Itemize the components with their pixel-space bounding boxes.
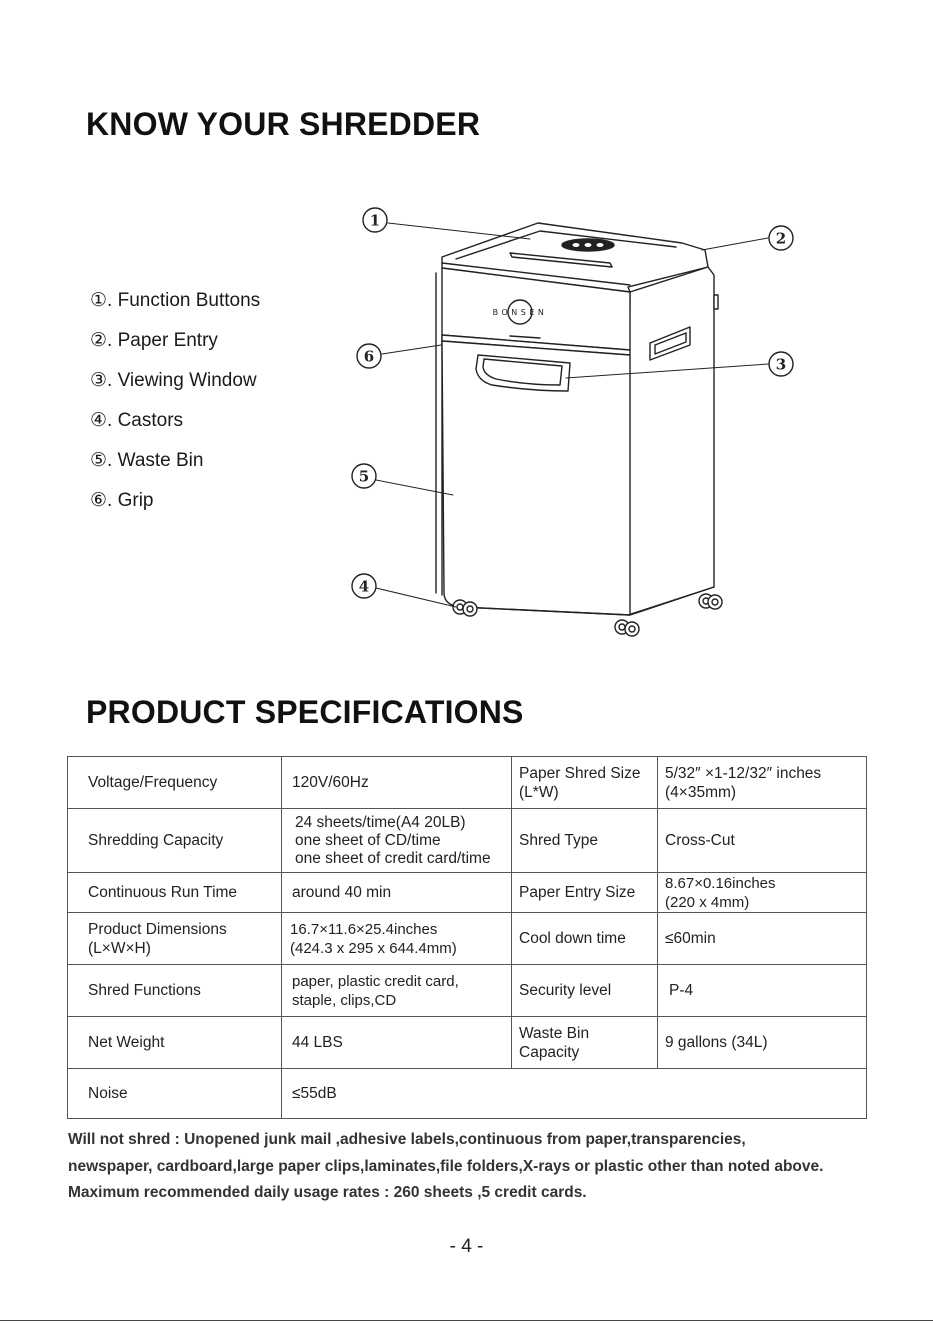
table-row xyxy=(68,809,867,873)
note-line: Will not shred : Unopened junk mail ,adhesive labels,continuous from paper,transparencies, xyxy=(68,1131,746,1148)
legend-item-grip: ⑥. Grip xyxy=(90,490,154,511)
callout-3: 3 xyxy=(775,355,787,374)
entry-size-label: Paper Entry Size xyxy=(512,873,658,913)
bin-value: 9 gallons (34L) xyxy=(658,1017,867,1069)
bin-label: Waste Bin Capacity xyxy=(512,1017,658,1069)
table-row xyxy=(68,913,867,965)
entry-size-value: 8.67×0.16inches (220 x 4mm) xyxy=(658,873,867,913)
note-line: Maximum recommended daily usage rates : 260 sheets ,5 credit cards. xyxy=(68,1184,587,1201)
run-time-label: Continuous Run Time xyxy=(68,873,282,913)
callout-1: 1 xyxy=(369,211,381,230)
table-row xyxy=(68,1017,867,1069)
dimensions-label: Product Dimensions (L×W×H) xyxy=(68,913,282,965)
shred-type-label: Shred Type xyxy=(512,809,658,873)
cool-down-label: Cool down time xyxy=(512,913,658,965)
shredder-diagram xyxy=(330,195,830,650)
voltage-label: Voltage/Frequency xyxy=(68,757,282,809)
cool-down-value: ≤60min xyxy=(658,913,867,965)
dimensions-value: 16.7×11.6×25.4inches (424.3 x 295 x 644.4mm) xyxy=(282,913,512,965)
table-row xyxy=(68,873,867,913)
usage-notes xyxy=(68,1127,898,1207)
callout-2: 2 xyxy=(775,229,787,248)
shred-size-value: 5/32″ ×1-12/32″ inches (4×35mm) xyxy=(658,757,867,809)
callout-6: 6 xyxy=(363,347,375,366)
legend-item-paper-entry: ②. Paper Entry xyxy=(90,330,218,351)
noise-value: ≤55dB xyxy=(282,1069,867,1119)
section-title-product-specifications: PRODUCT SPECIFICATIONS xyxy=(86,694,524,730)
specifications-table xyxy=(67,756,867,1119)
legend-item-waste-bin: ⑤. Waste Bin xyxy=(90,450,204,471)
capacity-label: Shredding Capacity xyxy=(68,809,282,873)
functions-value: paper, plastic credit card, staple, clips,CD xyxy=(282,965,512,1017)
shred-type-value: Cross-Cut xyxy=(658,809,867,873)
legend-item-function-buttons: ①. Function Buttons xyxy=(90,290,261,311)
capacity-value: 24 sheets/time(A4 20LB) one sheet of CD/time one sheet of credit card/time xyxy=(282,809,512,873)
run-time-value: around 40 min xyxy=(282,873,512,913)
parts-legend xyxy=(90,287,260,527)
shred-size-label: Paper Shred Size (L*W) xyxy=(512,757,658,809)
noise-label: Noise xyxy=(68,1069,282,1119)
weight-value: 44 LBS xyxy=(282,1017,512,1069)
legend-item-castors: ④. Castors xyxy=(90,410,184,431)
table-row xyxy=(68,965,867,1017)
note-line: newspaper, cardboard,large paper clips,laminates,file folders,X-rays or plastic other than noted above. xyxy=(68,1157,824,1175)
brand-logo: BONSEN xyxy=(492,308,548,317)
callout-4: 4 xyxy=(358,577,370,596)
page-number: - 4 - xyxy=(449,1236,484,1257)
functions-label: Shred Functions xyxy=(68,965,282,1017)
table-row xyxy=(68,757,867,809)
security-label: Security level xyxy=(512,965,658,1017)
shredder-illustration xyxy=(436,223,722,636)
voltage-value: 120V/60Hz xyxy=(282,757,512,809)
weight-label: Net Weight xyxy=(68,1017,282,1069)
security-value: P-4 xyxy=(658,965,867,1017)
legend-item-viewing-window: ③. Viewing Window xyxy=(90,370,257,391)
section-title-know-your-shredder: KNOW YOUR SHREDDER xyxy=(86,106,481,142)
page-bottom-rule xyxy=(0,1320,933,1321)
callout-5: 5 xyxy=(358,467,370,486)
table-row xyxy=(68,1069,867,1119)
